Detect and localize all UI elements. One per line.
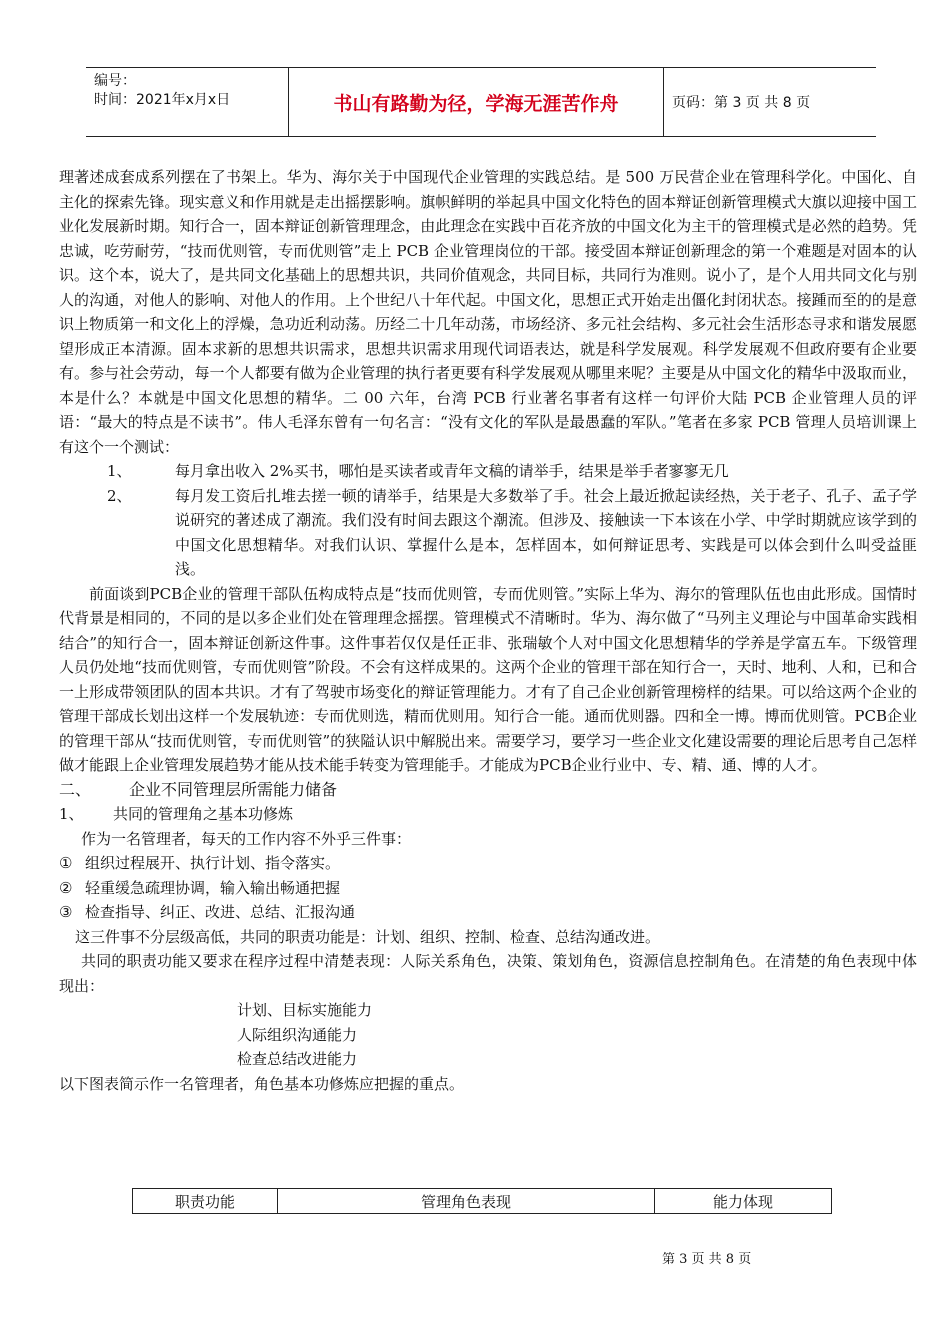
circled-number: ① xyxy=(59,854,73,872)
subsection-heading-number: 1、 xyxy=(59,805,84,823)
ability-list xyxy=(59,998,917,1072)
body-paragraph-2: 前面谈到PCB企业的管理干部队伍构成特点是“技而优则管，专而优则管。”实际上华为、海尔的管理队伍也由此形成。国情时代背景是相同的，不同的是以多企业们处在管理理念摇摆。管理模式不清晰时。华为、海尔做了“马列主义理论与中国革命实践相结合”的知行合一，固本辩证创新这件事。这件事若仅仅是任正非、张瑞敏个人对中国文化思想精华的学养是学富五车。下级管理人员仍处地“技而优则管，专而优则管”阶段。不会有这样成果的。这两个企业的管理干部在知行合一，天时、地利、人和，已和合一上形成带领团队的固本共识。才有了驾驶市场变化的辩证管理能力。才有了自己企业创新管理榜样的结果。可以给这两个企业的管理干部成长划出这样一个发展轨迹：专而优则选，精而优则用。知行合一能。通而优则器。四和全一博。博而优则管。PCB企业的管理干部从“技而优则管，专而优则管”的狭隘认识中解脱出来。需要学习，要学习一些企业文化建设需要的理论后思考自己怎样做才能跟上企业管理发展趋势才能从技术能手转变为管理能手。才能成为PCB企业行业中、专、精、通、博的人才。 xyxy=(59,584,917,774)
circled-item-text: 组织过程展开、执行计划、指令落实。 xyxy=(85,854,341,872)
document-body xyxy=(59,165,917,1096)
section-heading-text: 企业不同管理层所需能力储备 xyxy=(129,779,338,799)
circled-number: ② xyxy=(59,878,73,897)
header-time-label: 时间：2021年x月x日 xyxy=(94,92,231,108)
circled-item-2 xyxy=(59,876,917,901)
subsection-heading-text: 共同的管理角之基本功修炼 xyxy=(113,805,294,823)
body-paragraph-1: 理著述成套成系列摆在了书架上。华为、海尔关于中国现代企业管理的实践总结。是 500 万民营企业在管理科学化。中国化、自主化的探索先锋。现实意义和作用就是走出摇摆影响。旗帜鲜明的举起具中国文化特色的固本辩证创新管理模式大旗以迎接中国工业化发展新时期。知行合一，固本辩证创新管理理念，由此理念在实践中百花齐放的中国文化为主干的管理模式是必然的趋势。凭忠诚，吃劳耐劳，“技而优则管，专而优则管”走上 PCB 企业管理岗位的干部。接受固本辩证创新理念的第一个难题是对固本的认识。这个本，说大了，是共同文化基础上的思想共识，共同价值观念，共同目标，共同行为准则。说小了，是个人用共同文化与别人的沟通，对他人的影响、对他人的作用。上个世纪八十年代起。中国文化，思想正式开始走出僵化封闭状态。接踵而至的的是意识上物质第一和文化上的浮燥，急功近利动荡。历经二十几年动荡，市场经济、多元社会结构、多元社会生活形态寻求和谐发展愿望形成正本清源。固本求新的思想共识需求，思想共识需求用现代词语表达，就是科学发展观。科学发展观不但政府要有企业要有。参与社会劳动，每一个人都要有做为企业管理的执行者更要有科学发展观从哪里来呢？主要是从中国文化的精华中汲取而业，本是什么？本就是中国文化思想的精华。二 00 六年，台湾 PCB 行业著名事者有这样一句评价大陆 PCB 企业管理人员的评语：“最大的特点是不读书”。伟人毛泽东曾有一句名言：“没有文化的军队是最愚蠢的军队。”笔者在多家 PCB 管理人员培训课上有这个一个测试： xyxy=(59,168,917,456)
header-left-block xyxy=(94,72,230,110)
table-header-row xyxy=(133,1189,832,1214)
section-heading-number: 二、 xyxy=(59,779,92,799)
ability-item: 计划、目标实施能力 xyxy=(237,1001,373,1019)
ability-item: 检查总结改进能力 xyxy=(237,1050,358,1068)
numbered-item-text: 每月拿出收入 2%买书，哪怕是买读者或青年文稿的请举手，结果是举手者寥寥无几 xyxy=(175,462,729,480)
numbered-item-2 xyxy=(59,484,917,582)
document-header xyxy=(86,67,876,137)
table-header-cell: 能力体现 xyxy=(655,1189,832,1214)
numbered-item-number: 2、 xyxy=(107,486,132,505)
role-paragraph: 共同的职责功能又要求在程序过程中清楚表现：人际关系角色，决策、策划角色，资源信息控制角色。在清楚的角色表现中体现出： xyxy=(59,952,917,995)
numbered-item-text: 每月发工资后扎堆去搓一顿的请举手，结果是大多数举了手。社会上最近掀起读经热，关于老子、孔子、孟子学说研究的著述成了潮流。我们没有时间去跟这个潮流。但涉及、接触读一下本该在小学、中学时期就应该学到的中国文化思想精华。对我们认识、掌握什么是本，怎样固本，如何辩证思考、实践是可以体会到什么叫受益匪浅。 xyxy=(175,486,917,578)
table-header-cell: 管理角色表现 xyxy=(278,1189,655,1214)
circled-item-text: 轻重缓急疏理协调，输入输出畅通把握 xyxy=(85,878,341,897)
ability-item: 人际组织沟通能力 xyxy=(237,1025,358,1044)
circled-item-text: 检查指导、纠正、改进、总结、汇报沟通 xyxy=(85,903,356,921)
circled-item-1 xyxy=(59,851,917,876)
page-footer: 第 3 页 共 8 页 xyxy=(662,1252,752,1267)
intro-line: 作为一名管理者，每天的工作内容不外乎三件事： xyxy=(81,829,412,848)
duty-line: 这三件事不分层级高低，共同的职责功能是：计划、组织、控制、检查、总结沟通改进。 xyxy=(75,927,661,946)
numbered-item-1 xyxy=(59,459,917,484)
ability-table xyxy=(132,1188,832,1214)
header-page-label: 页码：第 3 页 共 8 页 xyxy=(672,95,811,111)
header-motto: 书山有路勤为径，学海无涯苦作舟 xyxy=(288,68,664,136)
subsection-heading xyxy=(59,802,917,827)
section-heading xyxy=(59,778,917,803)
table-intro: 以下图表简示作一名管理者，角色基本功修炼应把握的重点。 xyxy=(59,1074,465,1093)
circled-item-3 xyxy=(59,900,917,925)
numbered-item-number: 1、 xyxy=(107,462,132,480)
header-number-label: 编号： xyxy=(94,73,136,89)
table-header-cell: 职责功能 xyxy=(133,1189,278,1214)
circled-number: ③ xyxy=(59,903,73,921)
